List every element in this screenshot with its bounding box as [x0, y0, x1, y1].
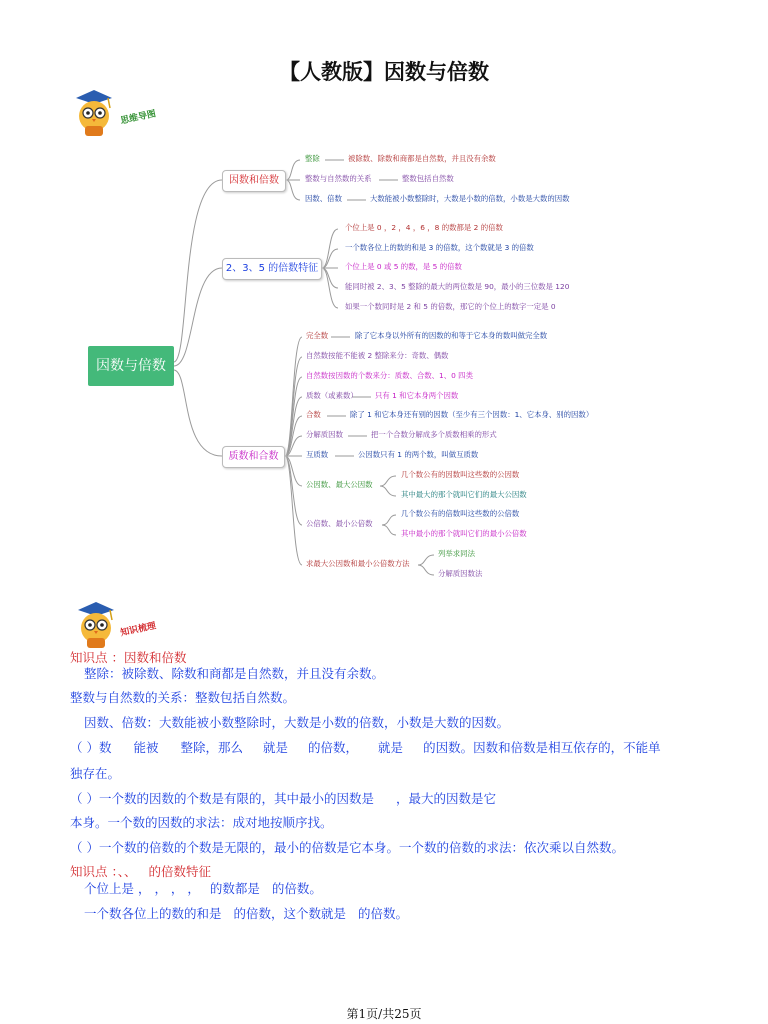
mm-item: 个位上是 0 ，2 ，4 ，6 ，8 的数都是 2 的倍数	[345, 223, 503, 232]
mm-sub-item: 其中最大的那个就叫它们的最大公因数	[401, 490, 527, 499]
text-run: 的数都是	[209, 881, 260, 896]
mm-item-term: 整除	[305, 154, 320, 163]
mm-sub-item: 列举求同法	[438, 549, 475, 558]
mm-item: 个位上是 0 或 5 的数，是 5 的倍数	[345, 262, 462, 271]
page-title: 【人教版】因数与倍数	[279, 60, 489, 84]
knowledge-line	[70, 738, 661, 756]
mind-map-root: 因数与倍数	[88, 346, 174, 386]
knowledge-point-1-heading: 知识点 ：因数和倍数	[70, 650, 187, 665]
knowledge-line: 独存在。	[70, 766, 121, 781]
branch-factors-multiples: 因数和倍数	[222, 170, 286, 192]
knowledge-line	[70, 789, 496, 807]
mind-map-badge: 思维导图	[119, 109, 157, 127]
mm-item-term: 质数（或素数）	[306, 391, 358, 400]
mm-item: 如果一个数同时是 2 和 5 的倍数，那它的个位上的数字一定是 0	[345, 302, 556, 311]
mm-item-term: 整数与自然数的关系	[305, 174, 372, 183]
text-run: 个位上是 ， ， ， ，	[84, 881, 200, 896]
mm-sub-item: 分解质因数法	[438, 569, 483, 578]
mm-item-term: 合数	[306, 410, 321, 419]
mm-item-term: 互质数	[306, 450, 329, 459]
text-run: 的倍数。	[358, 906, 409, 921]
knowledge-point-2-heading	[70, 862, 211, 880]
branch-prime-composite: 质数和合数	[222, 446, 285, 468]
mm-item-term: 公因数、最大公因数	[306, 480, 373, 489]
mm-item-term: 求最大公因数和最小公倍数方法	[306, 559, 410, 568]
mm-item-desc: 整数包括自然数	[402, 174, 454, 183]
text-run: （ ）数	[70, 740, 112, 755]
text-run: 整除，那么	[180, 740, 244, 755]
text-run: 就是	[263, 740, 289, 755]
text-run: 的因数。因数和倍数是相互依存的，不能单	[423, 740, 661, 755]
text-run: 就是	[378, 740, 404, 755]
text-run: 的倍数特征	[148, 864, 211, 879]
text-run: 的倍数，	[308, 740, 359, 755]
mm-item: 一个数各位上的数的和是 3 的倍数，这个数就是 3 的倍数	[345, 243, 534, 252]
mm-item-desc: 除了 1 和它本身还有别的因数（至少有三个因数：1、它本身、别的因数）	[350, 410, 594, 419]
knowledge-line	[84, 904, 408, 922]
mm-item-term: 自然数按因数的个数来分：质数、合数、1、0 四类	[306, 371, 473, 380]
knowledge-line: 整数与自然数的关系：整数包括自然数。	[70, 690, 296, 705]
knowledge-line: 本身。一个数的因数的求法：成对地按顺序找。	[70, 815, 333, 830]
knowledge-badge: 知识梳理	[119, 621, 157, 639]
mm-item-desc: 大数能被小数整除时，大数是小数的倍数，小数是大数的因数	[370, 194, 570, 203]
mm-sub-item: 其中最小的那个就叫它们的最小公倍数	[401, 529, 527, 538]
text-run: 的倍数。	[271, 881, 322, 896]
mm-item-desc: 只有 1 和它本身两个因数	[375, 391, 459, 400]
mm-item-term: 完全数	[306, 331, 329, 340]
mm-item-term: 自然数按能不能被 2 整除来分：奇数、偶数	[306, 351, 449, 360]
knowledge-line: （ ）一个数的倍数的个数是无限的，最小的倍数是它本身。一个数的倍数的求法：依次乘以自然数。	[70, 840, 624, 855]
mm-item-desc: 把一个合数分解成多个质数相乘的形式	[371, 430, 497, 439]
page-footer: 第1页/共25页	[346, 1007, 422, 1021]
mm-item-term: 因数、倍数	[305, 194, 342, 203]
mm-item-desc: 除了它本身以外所有的因数的和等于它本身的数叫做完全数	[355, 331, 548, 340]
mm-item-term: 公倍数、最小公倍数	[306, 519, 373, 528]
text-run: （ ）一个数的因数的个数是有限的，其中最小的因数是	[70, 791, 374, 806]
text-run: 能被	[133, 740, 159, 755]
text-run: 的倍数，这个数就是	[233, 906, 347, 921]
text-run: 知识点 ：、、	[70, 864, 137, 879]
mm-item-term: 分解质因数	[306, 430, 343, 439]
owl-mascot-icon	[70, 600, 122, 650]
branch-multiples-features: 2、3、5 的倍数特征	[222, 258, 322, 280]
mm-sub-item: 几个数公有的倍数叫这些数的公倍数	[401, 509, 520, 518]
text-run: 一个数各位上的数的和是	[84, 906, 222, 921]
mm-item-desc: 公因数只有 1 的两个数，叫做互质数	[358, 450, 479, 459]
text-run: ，最大的因数是它	[395, 791, 496, 806]
knowledge-line: 因数、倍数：大数能被小数整除时，大数是小数的倍数，小数是大数的因数。	[84, 715, 510, 730]
mm-item-desc: 被除数、除数和商都是自然数，并且没有余数	[348, 154, 496, 163]
knowledge-line	[84, 879, 322, 897]
mm-item: 能同时被 2、3、5 整除的最大的两位数是 90，最小的三位数是 120	[345, 282, 570, 291]
mm-sub-item: 几个数公有的因数叫这些数的公因数	[401, 470, 520, 479]
knowledge-line: 整除：被除数、除数和商都是自然数，并且没有余数。	[84, 666, 385, 681]
